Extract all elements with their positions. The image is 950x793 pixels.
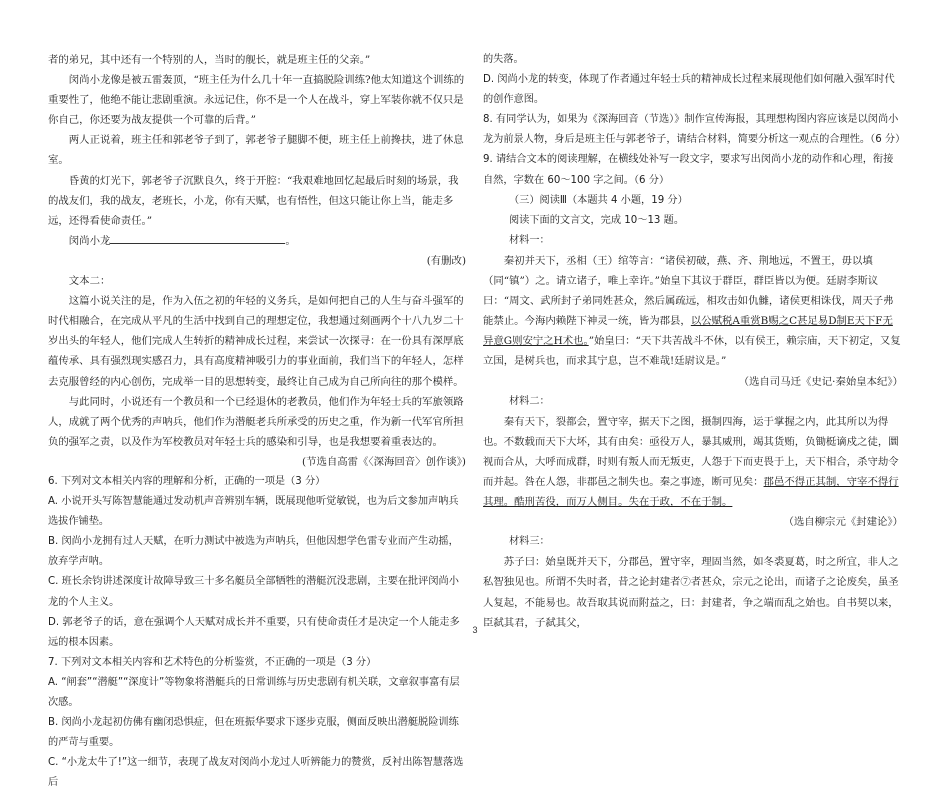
- text-continuation: 的失落。: [483, 54, 524, 65]
- option-c: C. “小龙太牛了!”这一细节，表现了战友对闵尚小龙过人听辨能力的赞赏，反衬出陈智慧落选后: [48, 757, 464, 789]
- option-d: D. 闵尚小龙的转变，体现了作者通过年轻士兵的精神成长过程来展现他们如何融入强军时代的创作意图。: [483, 74, 895, 106]
- text-paragraph: 两人正说着，班主任和郭老爷子到了，郭老爷子腿脚不便，班主任上前搀扶，进了休息室。: [48, 134, 464, 167]
- source-note: (有删改): [426, 254, 466, 267]
- question-9: 9. 请结合文本的阅读理解，在横线处补写一段文字，要求写出闵尚小龙的动作和心理，衔接自然，字数在 60～100 字之间。（6 分）: [483, 154, 894, 186]
- option-b: B. 闵尚小龙拥有过人天赋，在听力测试中被选为声呐兵，但他因想学色雷专业而产生动摇，放弃学声呐。: [48, 536, 459, 568]
- text-paragraph: 闵尚小龙像是被五雷轰顶，“班主任为什么几十年一直搞脱险训练?他太知道这个训练的重要性了，他绝不能让悲剧重演。永远记住，你不是一个人在战斗，穿上军装你就不仅只是你自己，你还要为战友提供一个可靠的后背。”: [48, 74, 465, 127]
- section-heading: （三）阅读Ⅲ（本题共 4 小题，19 分）: [509, 194, 688, 206]
- material-2-text: [483, 412, 903, 512]
- text-paragraph: 这篇小说关注的是，作为入伍之初的年轻的义务兵，是如何把自己的人生与奋斗强军的时代相融合，在完成从平凡的生活中找到自己的理想定位，我想通过刻画两个十八九岁二十岁出头的年轻人，他们完成人生转折的精神成长过程，来尝试一次探寻：在一份具有深厚底蕴传承、具有强烈现实感召力，具有高度精神吸引力的事业面前，我们当下的年轻人，怎样去克服曾经的内心创伤，完成举一目的思想转变，最终让自己成为自己所向往的那个模样。: [48, 295, 464, 388]
- option-b: B. 闵尚小龙起初仿佛有幽闭恐惧症，但在班振华要求下逐步克服，侧面反映出潜艇脱险训练的严苛与重要。: [48, 717, 459, 749]
- text-paragraph: 与此同时，小说还有一个教员和一个已经退休的老教员，他们作为年轻士兵的军旅领路人，成就了两个优秀的声呐兵，他们作为潜艇老兵所承受的历史之重，作为新一代军官所担负的强军之责，以及作为军校教员对年轻士兵的感染和引导，也是我想要着重表达的。: [48, 395, 464, 448]
- source-note: （选自司马迁《史记·秦始皇本纪》）: [738, 375, 903, 388]
- section-intro: 阅读下面的文言文，完成 10～13 题。: [509, 214, 685, 226]
- fill-in-line: 闵尚小龙 。: [48, 231, 466, 251]
- material-3-title: 材料三：: [509, 536, 550, 548]
- material-3-text: 苏子曰：始皇既并天下，分郡邑，置守宰，理固当然，如冬裘夏葛，时之所宜，非人之私智独见也。所谓不失时者，昔之论封建者⑦者甚众，宗元之论出，而诸子之论废矣，虽圣人复起，不能易也。故吾取其说而附益之，曰：封建者，争之端而乱之始也。自书契以来，臣弑其君，子弑其父，: [483, 556, 899, 629]
- page-number: 3: [472, 625, 478, 635]
- material-2-body: 秦有天下，裂都会，置守宰，据天下之图，摄制四海，运于掌握之内，此其所以为得也。不数载而天下大坏，其有由矣：亟役万人，暴其威刑，竭其货贿，负锄梃谪戍之徒，圜视而合从，大呼而成群，时则有叛人而无叛吏，人怨于下而吏畏于上，天下相合，杀守劫令而并起。咎在人怨，非郡邑之制失也。秦之事迹，断可见矣：: [483, 415, 899, 488]
- fill-in-prefix: 闵尚小龙: [68, 234, 111, 247]
- material-1-body: 秦初并天下，丞相（王）绾等言：“诸侯初破，燕、齐、荆地远，不置王，毋以填（同“镇”）之。请立诸子，唯上幸许。”始皇下其议于群臣，群臣皆以为便。廷尉李斯议曰：“周文、武所封子弟同姓甚众，然后属疏远，相攻击如仇雠，诸侯更相诛伐，周天子弗能禁止。今海内赖陛下神灵一统，皆为郡县，: [483, 254, 894, 328]
- option-c: C. 班长余钧讲述深度计故障导致三十多名艇员全部牺牲的潜艇沉没悲剧，主要在批评闵尚小龙的个人主义。: [48, 576, 459, 608]
- material-1-title: 材料一：: [509, 234, 550, 246]
- text-paragraph: 者的弟兄，其中还有一个特别的人，当时的舰长，就是班主任的父亲。”: [48, 54, 371, 66]
- option-a: A. “闸套”“潜艇”“深度计”等物象将潜艇兵的日常训练与历史悲剧有机关联，文章叙事富有层次感。: [48, 676, 460, 708]
- source-note: (节选自高雷《〈深海回音〉创作谈》): [302, 455, 466, 468]
- option-a: A. 小说开头写陈智慧能通过发动机声音辨别车辆，既展现他听觉敏锐，也为后文参加声呐兵选拔作铺垫。: [48, 496, 459, 528]
- question-7: 7. 下列对文本相关内容和艺术特色的分析鉴赏，不正确的一项是（3 分）: [48, 656, 377, 668]
- source-note: （选自柳宗元《封建论》）: [783, 516, 903, 529]
- answer-blank[interactable]: [110, 232, 285, 244]
- underlined-sentence: 郡邑不得正其制，守宰不得行其理。酷刑苦役，而万人侧目。失在于政，不在于制。: [483, 475, 899, 509]
- material-1-end: ”始皇曰：“天下共苦战斗不休，以有侯王，赖宗庙，天下初定，又复立国，是树兵也，而求其宁息，岂不难哉!廷尉议是。”: [483, 335, 901, 368]
- left-column: [48, 50, 466, 793]
- option-d: D. 郭老爷子的话，意在强调个人天赋对成长并不重要，只有使命责任才是决定一个人能走多远的根本因素。: [48, 616, 460, 648]
- question-8: 8. 有同学认为，如果为《深海回音（节选）》制作宣传海报，其理想构图内容应该是以闵尚小龙为前景人物，身后是班主任与郭老爷子，请结合材料，简要分析这一观点的合理性。（6 分）: [483, 114, 906, 146]
- underlined-sentence: 以公赋税A重赏B赐之C甚足易D制E天下F无异意G则安宁之H术也。: [483, 315, 893, 348]
- text2-title: 文本二：: [68, 275, 111, 288]
- right-column: [483, 50, 906, 633]
- material-1-text: [483, 251, 903, 372]
- material-2-title: 材料二：: [509, 395, 550, 407]
- question-6: 6. 下列对文本相关内容的理解和分析，正确的一项是（3 分）: [48, 475, 326, 487]
- text-paragraph: 昏黄的灯光下，郭老爷子沉默良久，终于开腔：“我艰难地回忆起最后时刻的场景，我的战友们，我的战友，老班长，小龙，你有天赋，也有悟性，但这只能让你上当，能走多远，还得看使命责任。”: [48, 174, 459, 227]
